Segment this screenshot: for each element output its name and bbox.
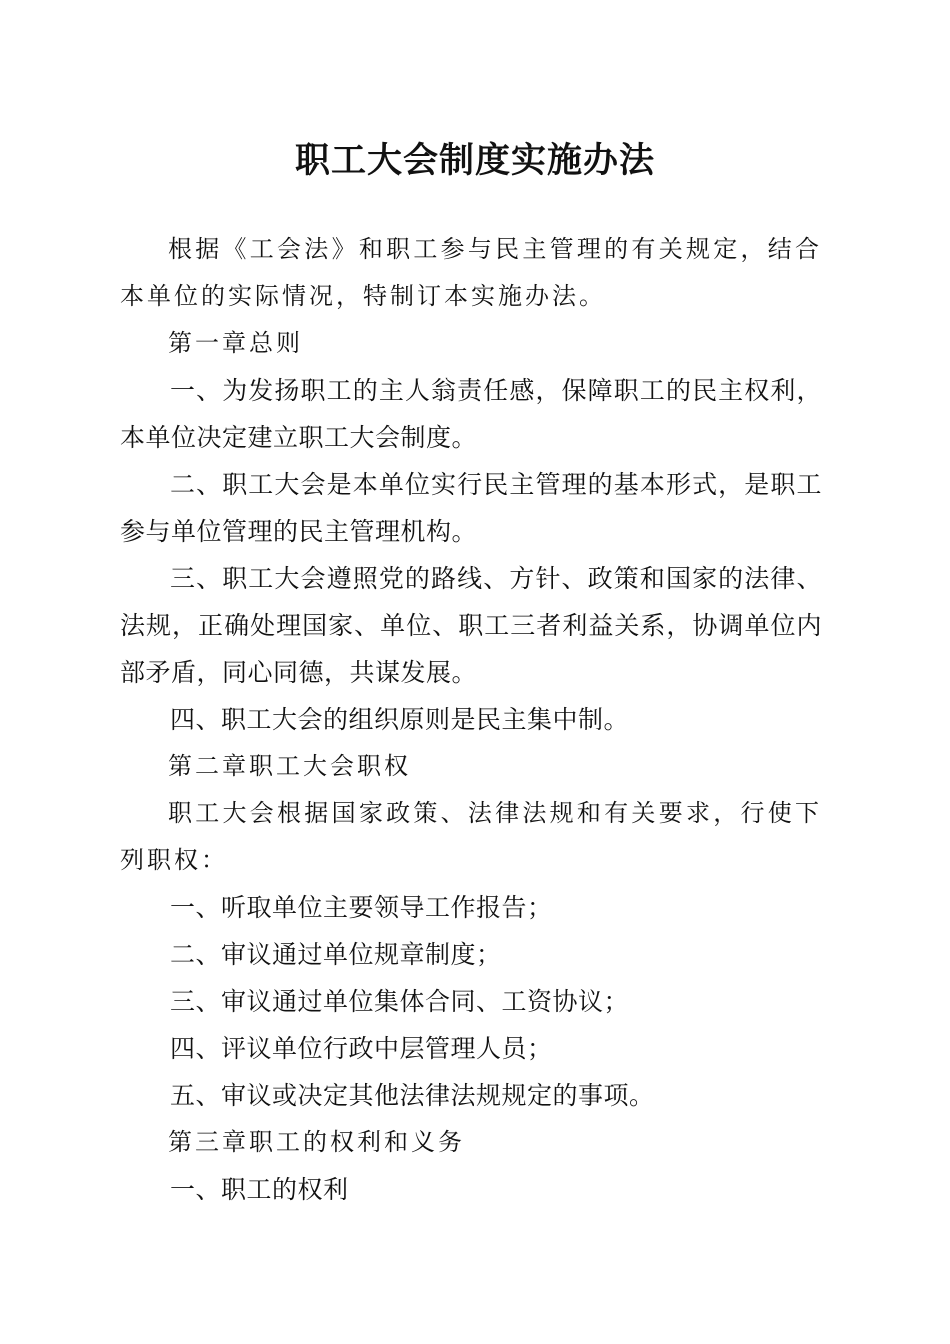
list-item: 一、职工的权利 — [170, 1175, 349, 1204]
list-item: 一、听取单位主要领导工作报告； — [170, 893, 553, 922]
chapter-heading: 第二章职工大会职权 — [168, 752, 411, 780]
article-paragraph: 三、职工大会遵照党的路线、方针、政策和国家的法律、法规，正确处理国家、单位、职工三者利益关系，协调单位内部矛盾，同心同德，共谋发展。 — [120, 564, 822, 687]
article-paragraph: 职工大会根据国家政策、法律法规和有关要求，行使下列职权： — [120, 799, 822, 874]
list-item: 五、审议或决定其他法律法规规定的事项。 — [170, 1081, 655, 1110]
document-body — [120, 226, 822, 1213]
intro-paragraph: 根据《工会法》和职工参与民主管理的有关规定，结合本单位的实际情况，特制订本实施办法。 — [120, 235, 822, 310]
article-paragraph: 一、为发扬职工的主人翁责任感，保障职工的民主权利，本单位决定建立职工大会制度。 — [120, 376, 822, 452]
list-item: 三、审议通过单位集体合同、工资协议； — [170, 987, 630, 1016]
list-item: 二、审议通过单位规章制度； — [170, 940, 502, 969]
article-paragraph: 四、职工大会的组织原则是民主集中制。 — [170, 705, 630, 734]
chapter-heading: 第一章总则 — [168, 329, 303, 357]
document-title: 职工大会制度实施办法 — [294, 140, 655, 181]
list-item: 四、评议单位行政中层管理人员； — [170, 1034, 553, 1063]
article-paragraph: 二、职工大会是本单位实行民主管理的基本形式，是职工参与单位管理的民主管理机构。 — [120, 470, 822, 546]
chapter-heading: 第三章职工的权利和义务 — [168, 1128, 465, 1156]
